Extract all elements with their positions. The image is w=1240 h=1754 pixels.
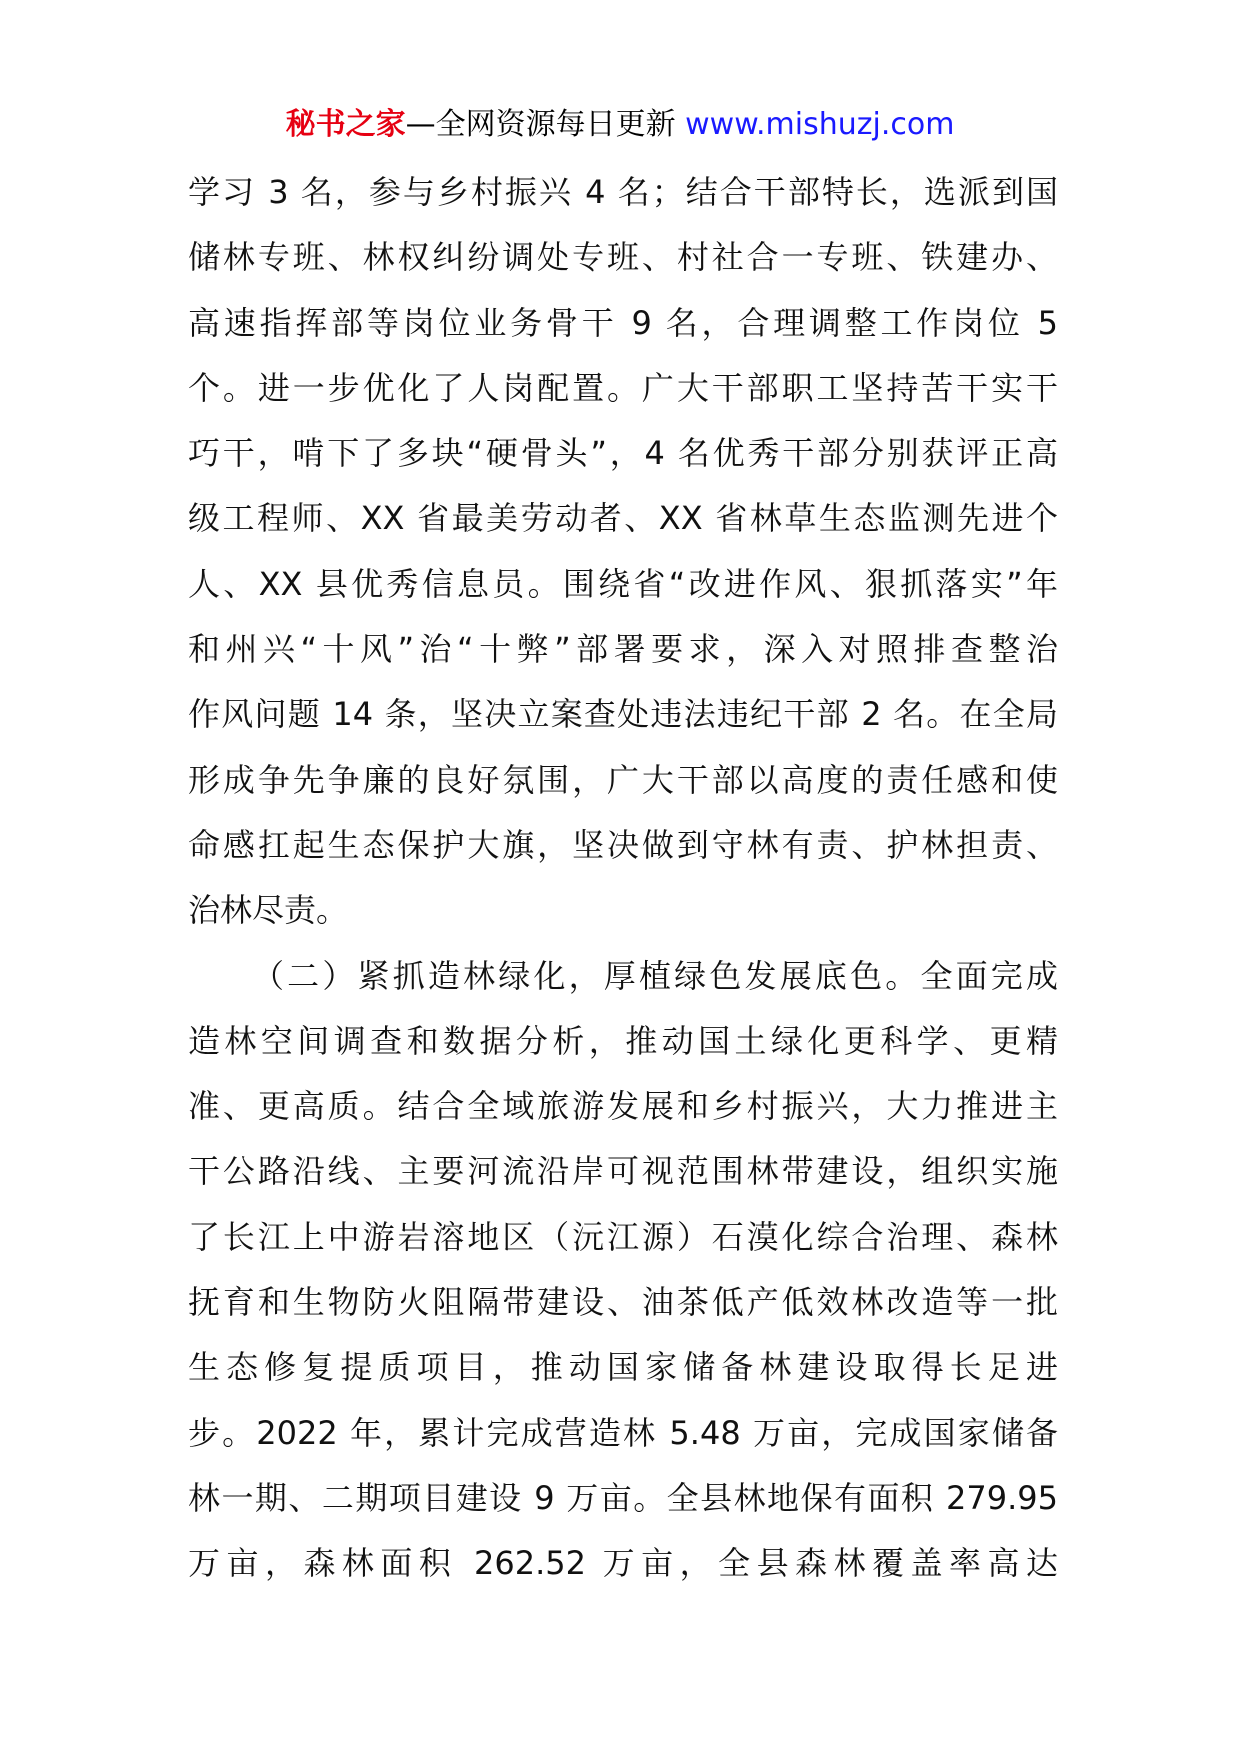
paragraph-end-line: 治林尽责。	[188, 891, 349, 930]
page-header	[0, 100, 1240, 150]
body-line: 准、更高质。结合全域旅游发展和乡村振兴，大力推进主	[188, 1087, 1058, 1126]
body-line: 命感扛起生态保护大旗，坚决做到守林有责、护林担责、	[188, 825, 1058, 864]
body-line: 生态修复提质项目，推动国家储备林建设取得长足进	[188, 1348, 1058, 1387]
body-line: 级工程师、XX 省最美劳动者、XX 省林草生态监测先进个	[188, 499, 1058, 538]
body-line: 作风问题 14 条，坚决立案查处违法违纪干部 2 名。在全局	[188, 695, 1058, 734]
body-line: 人、XX 县优秀信息员。围绕省“改进作风、狠抓落实”年	[188, 564, 1058, 603]
body-line: 学习 3 名，参与乡村振兴 4 名；结合干部特长，选派到国	[188, 173, 1058, 211]
body-line: 和州兴“十风”治“十弊”部署要求，深入对照排查整治	[188, 630, 1058, 669]
body-line: 林一期、二期项目建设 9 万亩。全县林地保有面积 279.95	[188, 1478, 1058, 1517]
body-line: 形成争先争廉的良好氛围，广大干部以高度的责任感和使	[188, 760, 1058, 799]
body-line: 万亩，森林面积 262.52 万亩，全县森林覆盖率高达	[188, 1544, 1058, 1583]
body-line: 了长江上中游岩溶地区（沅江源）石漠化综合治理、森林	[188, 1217, 1058, 1256]
header-tagline: —全网资源每日更新	[405, 107, 686, 142]
header-url-link[interactable]: www.mishuzj.com	[685, 107, 955, 142]
header-brand: 秘书之家	[285, 107, 406, 142]
body-line: 巧干，啃下了多块“硬骨头”，4 名优秀干部分别获评正高	[188, 434, 1058, 473]
body-line: 个。进一步优化了人岗配置。广大干部职工坚持苦干实干	[188, 368, 1058, 407]
section-heading-line: （二）紧抓造林绿化，厚植绿色发展底色。全面完成	[252, 956, 1058, 995]
body-line: 抚育和生物防火阻隔带建设、油茶低产低效林改造等一批	[188, 1283, 1058, 1322]
body-line: 高速指挥部等岗位业务骨干 9 名，合理调整工作岗位 5	[188, 303, 1058, 342]
body-line: 造林空间调查和数据分析，推动国土绿化更科学、更精	[188, 1021, 1058, 1060]
body-line: 干公路沿线、主要河流沿岸可视范围林带建设，组织实施	[188, 1152, 1058, 1191]
document-body	[188, 160, 1058, 1597]
body-line: 步。2022 年，累计完成营造林 5.48 万亩，完成国家储备	[188, 1413, 1058, 1452]
body-line: 储林专班、林权纠纷调处专班、村社合一专班、铁建办、	[188, 238, 1058, 277]
